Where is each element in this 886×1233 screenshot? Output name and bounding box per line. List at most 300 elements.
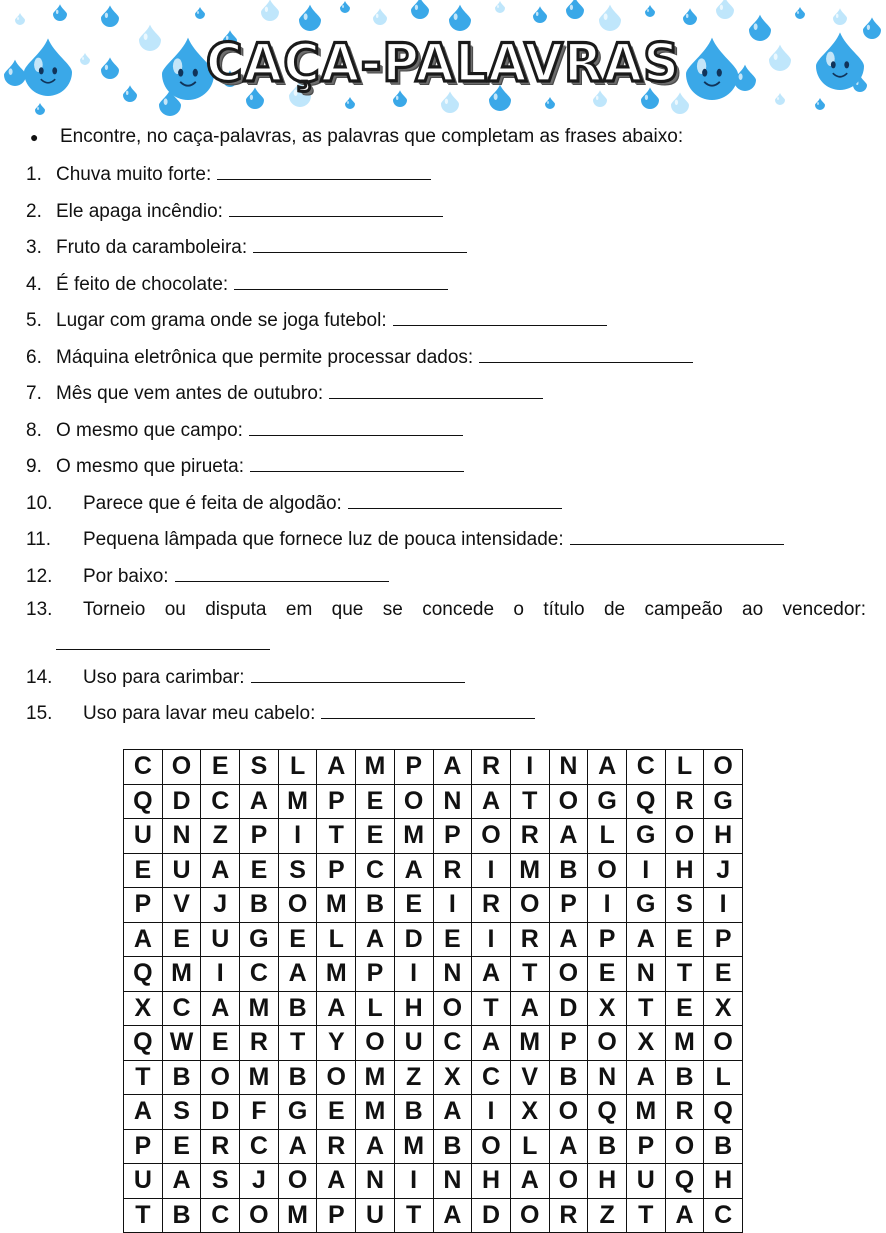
grid-cell[interactable]: E — [201, 750, 240, 785]
grid-cell[interactable]: A — [626, 922, 665, 957]
question-text: Máquina eletrônica que permite processar dados: — [56, 346, 474, 368]
grid-cell[interactable]: M — [510, 1026, 549, 1061]
question-number: 7. — [26, 383, 42, 404]
grid-cell[interactable]: O — [665, 1129, 704, 1164]
grid-cell[interactable]: A — [433, 1198, 472, 1233]
grid-cell[interactable]: O — [588, 853, 627, 888]
grid-cell[interactable]: Q — [665, 1164, 704, 1199]
grid-cell[interactable]: A — [549, 1129, 588, 1164]
question-text: Fruto da caramboleira: — [56, 237, 248, 258]
grid-cell[interactable]: Q — [124, 957, 163, 992]
grid-cell[interactable]: B — [549, 853, 588, 888]
grid-cell[interactable]: O — [162, 750, 201, 785]
grid-cell[interactable]: P — [317, 784, 356, 819]
question-number: 12. — [26, 565, 53, 587]
grid-cell[interactable]: B — [162, 1198, 201, 1233]
grid-cell[interactable]: D — [472, 1198, 511, 1233]
grid-cell[interactable]: N — [433, 957, 472, 992]
water-drop-icon — [815, 98, 825, 110]
question-15 — [26, 700, 866, 726]
answer-blank[interactable] — [393, 307, 607, 326]
grid-cell[interactable]: G — [240, 922, 279, 957]
grid-cell[interactable]: T — [278, 1026, 317, 1061]
answer-blank[interactable] — [321, 700, 535, 719]
grid-cell[interactable]: O — [549, 1095, 588, 1130]
grid-cell[interactable]: M — [240, 991, 279, 1026]
grid-cell[interactable]: F — [240, 1095, 279, 1130]
grid-cell[interactable]: O — [510, 1198, 549, 1233]
grid-cell[interactable]: M — [278, 784, 317, 819]
water-drop-icon — [645, 5, 655, 17]
grid-cell[interactable]: A — [278, 957, 317, 992]
grid-cell[interactable]: G — [588, 784, 627, 819]
grid-cell[interactable]: A — [665, 1198, 704, 1233]
grid-cell[interactable]: C — [240, 1129, 279, 1164]
grid-cell[interactable]: I — [278, 819, 317, 854]
grid-cell[interactable]: G — [626, 888, 665, 923]
grid-cell[interactable]: P — [549, 888, 588, 923]
grid-cell[interactable]: R — [665, 784, 704, 819]
grid-cell[interactable]: H — [665, 853, 704, 888]
water-drop-icon — [441, 91, 459, 113]
grid-cell[interactable]: E — [124, 853, 163, 888]
grid-cell[interactable]: D — [394, 922, 433, 957]
grid-cell[interactable]: M — [510, 853, 549, 888]
grid-cell[interactable]: P — [124, 1129, 163, 1164]
grid-cell[interactable]: A — [162, 1164, 201, 1199]
grid-cell[interactable]: I — [201, 957, 240, 992]
grid-cell[interactable]: I — [472, 922, 511, 957]
grid-cell[interactable]: T — [124, 1198, 163, 1233]
question-5 — [26, 307, 866, 333]
answer-blank[interactable] — [175, 563, 389, 582]
answer-blank[interactable] — [56, 631, 270, 650]
grid-cell[interactable]: T — [665, 957, 704, 992]
water-drop-icon — [599, 5, 621, 31]
grid-cell[interactable]: I — [394, 957, 433, 992]
grid-row — [124, 819, 743, 854]
grid-cell[interactable]: E — [394, 888, 433, 923]
grid-cell[interactable]: R — [240, 1026, 279, 1061]
grid-cell[interactable]: E — [665, 991, 704, 1026]
water-drop-icon — [101, 5, 119, 27]
answer-blank[interactable] — [479, 344, 693, 363]
grid-cell[interactable]: R — [201, 1129, 240, 1164]
grid-cell[interactable]: H — [704, 1164, 743, 1199]
question-number: 13. — [26, 598, 53, 620]
grid-cell[interactable]: A — [278, 1129, 317, 1164]
grid-row — [124, 1026, 743, 1061]
answer-blank[interactable] — [229, 198, 443, 217]
question-text: Torneio ou disputa em que se concede o título de campeão ao vencedor: — [83, 598, 866, 620]
grid-cell[interactable]: O — [472, 1129, 511, 1164]
question-13 — [26, 599, 866, 650]
grid-cell[interactable]: A — [394, 853, 433, 888]
grid-cell[interactable]: C — [626, 750, 665, 785]
grid-cell[interactable]: X — [124, 991, 163, 1026]
grid-cell[interactable]: T — [626, 991, 665, 1026]
grid-cell[interactable]: C — [162, 991, 201, 1026]
grid-cell[interactable]: X — [433, 1060, 472, 1095]
grid-cell[interactable]: P — [394, 750, 433, 785]
grid-cell[interactable]: T — [510, 784, 549, 819]
grid-cell[interactable]: R — [549, 1198, 588, 1233]
question-text: Chuva muito forte: — [56, 164, 212, 185]
grid-cell[interactable]: M — [317, 957, 356, 992]
question-text: Ele apaga incêndio: — [56, 200, 223, 222]
grid-row — [124, 1095, 743, 1130]
grid-cell[interactable]: M — [665, 1026, 704, 1061]
grid-cell[interactable]: H — [394, 991, 433, 1026]
grid-cell[interactable]: N — [433, 784, 472, 819]
grid-cell[interactable]: L — [510, 1129, 549, 1164]
answer-blank[interactable] — [348, 490, 562, 509]
grid-cell[interactable]: Q — [124, 784, 163, 819]
grid-cell[interactable]: B — [240, 888, 279, 923]
grid-cell[interactable]: H — [472, 1164, 511, 1199]
grid-cell[interactable]: D — [201, 1095, 240, 1130]
answer-blank[interactable] — [249, 417, 463, 436]
grid-cell[interactable]: R — [317, 1129, 356, 1164]
grid-cell[interactable]: T — [394, 1198, 433, 1233]
grid-cell[interactable]: N — [356, 1164, 395, 1199]
grid-cell[interactable]: A — [317, 750, 356, 785]
grid-cell[interactable]: E — [665, 922, 704, 957]
grid-cell[interactable]: O — [704, 750, 743, 785]
grid-cell[interactable]: R — [510, 819, 549, 854]
grid-cell[interactable]: B — [278, 991, 317, 1026]
grid-cell[interactable]: M — [394, 819, 433, 854]
grid-row — [124, 1060, 743, 1095]
grid-cell[interactable]: C — [472, 1060, 511, 1095]
grid-cell[interactable]: X — [626, 1026, 665, 1061]
grid-cell[interactable]: H — [588, 1164, 627, 1199]
water-drop-icon — [373, 8, 387, 25]
grid-cell[interactable]: A — [472, 784, 511, 819]
grid-cell[interactable]: E — [433, 922, 472, 957]
grid-cell[interactable]: M — [240, 1060, 279, 1095]
grid-cell[interactable]: U — [124, 1164, 163, 1199]
grid-cell[interactable]: O — [665, 819, 704, 854]
instruction-text: Encontre, no caça-palavras, as palavras que completam as frases abaixo: — [60, 126, 684, 147]
grid-cell[interactable]: E — [356, 784, 395, 819]
grid-cell[interactable]: C — [356, 853, 395, 888]
question-text: O mesmo que campo: — [56, 419, 243, 441]
grid-cell[interactable]: N — [162, 819, 201, 854]
water-drop-icon — [671, 92, 689, 114]
grid-cell[interactable]: I — [472, 853, 511, 888]
grid-cell[interactable]: X — [510, 1095, 549, 1130]
grid-cell[interactable]: O — [510, 888, 549, 923]
grid-cell[interactable]: U — [356, 1198, 395, 1233]
grid-cell[interactable]: E — [201, 1026, 240, 1061]
grid-cell[interactable]: E — [162, 1129, 201, 1164]
grid-cell[interactable]: P — [588, 922, 627, 957]
question-9 — [26, 453, 866, 479]
grid-cell[interactable]: S — [665, 888, 704, 923]
grid-cell[interactable]: P — [433, 819, 472, 854]
answer-blank[interactable] — [234, 271, 448, 290]
grid-cell[interactable]: J — [704, 853, 743, 888]
answer-blank[interactable] — [250, 453, 464, 472]
grid-cell[interactable]: P — [240, 819, 279, 854]
grid-cell[interactable]: I — [588, 888, 627, 923]
grid-cell[interactable]: C — [240, 957, 279, 992]
grid-cell[interactable]: U — [124, 819, 163, 854]
grid-cell[interactable]: I — [472, 1095, 511, 1130]
grid-cell[interactable]: Z — [201, 819, 240, 854]
question-text: Lugar com grama onde se joga futebol: — [56, 310, 387, 331]
grid-cell[interactable]: B — [665, 1060, 704, 1095]
grid-cell[interactable]: A — [433, 750, 472, 785]
grid-cell[interactable]: E — [162, 922, 201, 957]
grid-cell[interactable]: G — [278, 1095, 317, 1130]
grid-row — [124, 853, 743, 888]
water-drop-icon — [340, 1, 350, 13]
grid-cell[interactable]: I — [704, 888, 743, 923]
grid-cell[interactable]: Q — [124, 1026, 163, 1061]
grid-cell[interactable]: A — [549, 922, 588, 957]
question-number: 14. — [26, 666, 53, 688]
question-4 — [26, 271, 866, 297]
question-text: Por baixo: — [83, 565, 169, 587]
grid-cell[interactable]: E — [317, 1095, 356, 1130]
grid-cell[interactable]: A — [588, 750, 627, 785]
grid-cell[interactable]: B — [588, 1129, 627, 1164]
grid-cell[interactable]: O — [549, 1164, 588, 1199]
grid-cell[interactable]: O — [201, 1060, 240, 1095]
grid-cell[interactable]: A — [472, 957, 511, 992]
grid-cell[interactable]: L — [588, 819, 627, 854]
instructions-section — [26, 126, 866, 726]
grid-cell[interactable]: P — [124, 888, 163, 923]
grid-cell[interactable]: S — [240, 750, 279, 785]
grid-cell[interactable]: B — [356, 888, 395, 923]
question-number: 15. — [26, 703, 53, 724]
grid-cell[interactable]: N — [433, 1164, 472, 1199]
grid-cell[interactable]: G — [704, 784, 743, 819]
grid-cell[interactable]: M — [356, 750, 395, 785]
grid-cell[interactable]: J — [201, 888, 240, 923]
grid-row — [124, 957, 743, 992]
grid-row — [124, 1198, 743, 1233]
grid-cell[interactable]: C — [201, 784, 240, 819]
question-text: É feito de chocolate: — [56, 273, 229, 295]
grid-cell[interactable]: M — [278, 1198, 317, 1233]
grid-cell[interactable]: T — [124, 1060, 163, 1095]
question-2 — [26, 198, 866, 224]
grid-cell[interactable]: A — [510, 1164, 549, 1199]
grid-cell[interactable]: R — [510, 922, 549, 957]
grid-cell[interactable]: C — [201, 1198, 240, 1233]
grid-cell[interactable]: B — [278, 1060, 317, 1095]
grid-cell[interactable]: O — [704, 1026, 743, 1061]
grid-row — [124, 1129, 743, 1164]
grid-cell[interactable]: S — [162, 1095, 201, 1130]
grid-cell[interactable]: P — [317, 853, 356, 888]
grid-cell[interactable]: M — [626, 1095, 665, 1130]
grid-cell[interactable]: N — [549, 750, 588, 785]
grid-cell[interactable]: O — [278, 888, 317, 923]
answer-blank[interactable] — [570, 526, 784, 545]
grid-cell[interactable]: U — [201, 922, 240, 957]
water-drop-icon — [345, 97, 355, 109]
grid-cell[interactable]: A — [356, 1129, 395, 1164]
water-drop-icon — [195, 7, 205, 19]
grid-cell[interactable]: A — [317, 991, 356, 1026]
grid-cell[interactable]: B — [433, 1129, 472, 1164]
grid-cell[interactable]: O — [240, 1198, 279, 1233]
grid-cell[interactable]: T — [472, 991, 511, 1026]
grid-cell[interactable]: D — [549, 991, 588, 1026]
grid-cell[interactable]: N — [588, 1060, 627, 1095]
grid-cell[interactable]: E — [588, 957, 627, 992]
grid-cell[interactable]: E — [704, 957, 743, 992]
water-drop-icon — [15, 13, 25, 25]
question-text: Mês que vem antes de outubro: — [56, 383, 324, 404]
question-12 — [26, 563, 866, 589]
grid-cell[interactable]: P — [626, 1129, 665, 1164]
grid-cell[interactable]: L — [665, 750, 704, 785]
grid-cell[interactable]: T — [317, 819, 356, 854]
grid-cell[interactable]: A — [201, 853, 240, 888]
question-number: 10. — [26, 492, 53, 514]
grid-row — [124, 1164, 743, 1199]
question-3 — [26, 234, 866, 260]
grid-cell[interactable]: A — [356, 922, 395, 957]
grid-cell[interactable]: A — [549, 819, 588, 854]
grid-cell[interactable]: B — [394, 1095, 433, 1130]
grid-cell[interactable]: R — [472, 888, 511, 923]
grid-cell[interactable]: V — [510, 1060, 549, 1095]
grid-cell[interactable]: P — [549, 1026, 588, 1061]
grid-cell[interactable]: U — [162, 853, 201, 888]
grid-cell[interactable]: N — [626, 957, 665, 992]
grid-cell[interactable]: U — [626, 1164, 665, 1199]
answer-blank[interactable] — [329, 380, 543, 399]
grid-cell[interactable]: P — [356, 957, 395, 992]
grid-cell[interactable]: R — [665, 1095, 704, 1130]
grid-cell[interactable]: A — [317, 1164, 356, 1199]
water-drop-icon — [261, 0, 279, 21]
grid-cell[interactable]: O — [278, 1164, 317, 1199]
grid-cell[interactable]: Q — [626, 784, 665, 819]
grid-cell[interactable]: A — [433, 1095, 472, 1130]
grid-cell[interactable]: L — [356, 991, 395, 1026]
grid-cell[interactable]: M — [162, 957, 201, 992]
question-list — [26, 161, 866, 726]
word-search-grid — [123, 749, 743, 1233]
grid-cell[interactable]: E — [278, 922, 317, 957]
grid-row — [124, 991, 743, 1026]
grid-cell[interactable]: I — [626, 853, 665, 888]
answer-blank[interactable] — [253, 234, 467, 253]
grid-cell[interactable]: B — [162, 1060, 201, 1095]
grid-cell[interactable]: O — [394, 784, 433, 819]
grid-row — [124, 784, 743, 819]
water-drop-icon — [53, 4, 67, 21]
grid-cell[interactable]: C — [704, 1198, 743, 1233]
answer-blank[interactable] — [251, 664, 465, 683]
grid-cell[interactable]: U — [394, 1026, 433, 1061]
grid-cell[interactable]: E — [240, 853, 279, 888]
grid-cell[interactable]: Z — [588, 1198, 627, 1233]
question-text: Uso para lavar meu cabelo: — [83, 703, 316, 724]
grid-cell[interactable]: A — [510, 991, 549, 1026]
grid-cell[interactable]: P — [317, 1198, 356, 1233]
grid-cell[interactable]: O — [317, 1060, 356, 1095]
grid-cell[interactable]: O — [472, 819, 511, 854]
grid-cell[interactable]: D — [162, 784, 201, 819]
grid-cell[interactable]: G — [626, 819, 665, 854]
grid-cell[interactable]: L — [278, 750, 317, 785]
water-drop-icon — [299, 5, 321, 31]
grid-cell[interactable]: A — [472, 1026, 511, 1061]
grid-cell[interactable]: Z — [394, 1060, 433, 1095]
grid-cell[interactable]: M — [317, 888, 356, 923]
grid-cell[interactable]: V — [162, 888, 201, 923]
grid-cell[interactable]: S — [278, 853, 317, 888]
grid-cell[interactable]: J — [240, 1164, 279, 1199]
grid-cell[interactable]: L — [704, 1060, 743, 1095]
grid-cell[interactable]: O — [549, 957, 588, 992]
water-drop-icon — [683, 8, 697, 25]
grid-cell[interactable]: A — [240, 784, 279, 819]
grid-cell[interactable]: M — [356, 1060, 395, 1095]
grid-cell[interactable]: T — [626, 1198, 665, 1233]
grid-cell[interactable]: O — [356, 1026, 395, 1061]
answer-blank[interactable] — [217, 161, 431, 180]
grid-cell[interactable]: T — [510, 957, 549, 992]
grid-cell[interactable]: X — [704, 991, 743, 1026]
grid-cell[interactable]: L — [317, 922, 356, 957]
grid-cell[interactable]: P — [704, 922, 743, 957]
grid-cell[interactable]: O — [588, 1026, 627, 1061]
grid-cell[interactable]: I — [510, 750, 549, 785]
grid-cell[interactable]: Q — [704, 1095, 743, 1130]
question-number: 2. — [26, 200, 42, 222]
grid-cell[interactable]: A — [124, 1095, 163, 1130]
grid-cell[interactable]: M — [356, 1095, 395, 1130]
grid-cell[interactable]: B — [549, 1060, 588, 1095]
grid-cell[interactable]: R — [433, 853, 472, 888]
question-text: Pequena lâmpada que fornece luz de pouca intensidade: — [83, 529, 564, 550]
question-14 — [26, 664, 866, 690]
grid-cell[interactable]: I — [433, 888, 472, 923]
grid-cell[interactable]: Q — [588, 1095, 627, 1130]
question-text: Uso para carimbar: — [83, 666, 245, 688]
grid-cell[interactable]: C — [433, 1026, 472, 1061]
grid-cell[interactable]: I — [394, 1164, 433, 1199]
grid-cell[interactable]: Y — [317, 1026, 356, 1061]
grid-cell[interactable]: R — [472, 750, 511, 785]
grid-cell[interactable]: S — [201, 1164, 240, 1199]
grid-cell[interactable]: E — [356, 819, 395, 854]
grid-cell[interactable]: H — [704, 819, 743, 854]
grid-cell[interactable]: A — [626, 1060, 665, 1095]
grid-cell[interactable]: C — [124, 750, 163, 785]
grid-cell[interactable]: A — [201, 991, 240, 1026]
grid-cell[interactable]: M — [394, 1129, 433, 1164]
grid-cell[interactable]: O — [549, 784, 588, 819]
question-1 — [26, 161, 866, 187]
bullet-icon: ● — [30, 129, 39, 145]
grid-cell[interactable]: B — [704, 1129, 743, 1164]
grid-cell[interactable]: A — [124, 922, 163, 957]
grid-cell[interactable]: O — [433, 991, 472, 1026]
grid-cell[interactable]: W — [162, 1026, 201, 1061]
grid-cell[interactable]: X — [588, 991, 627, 1026]
